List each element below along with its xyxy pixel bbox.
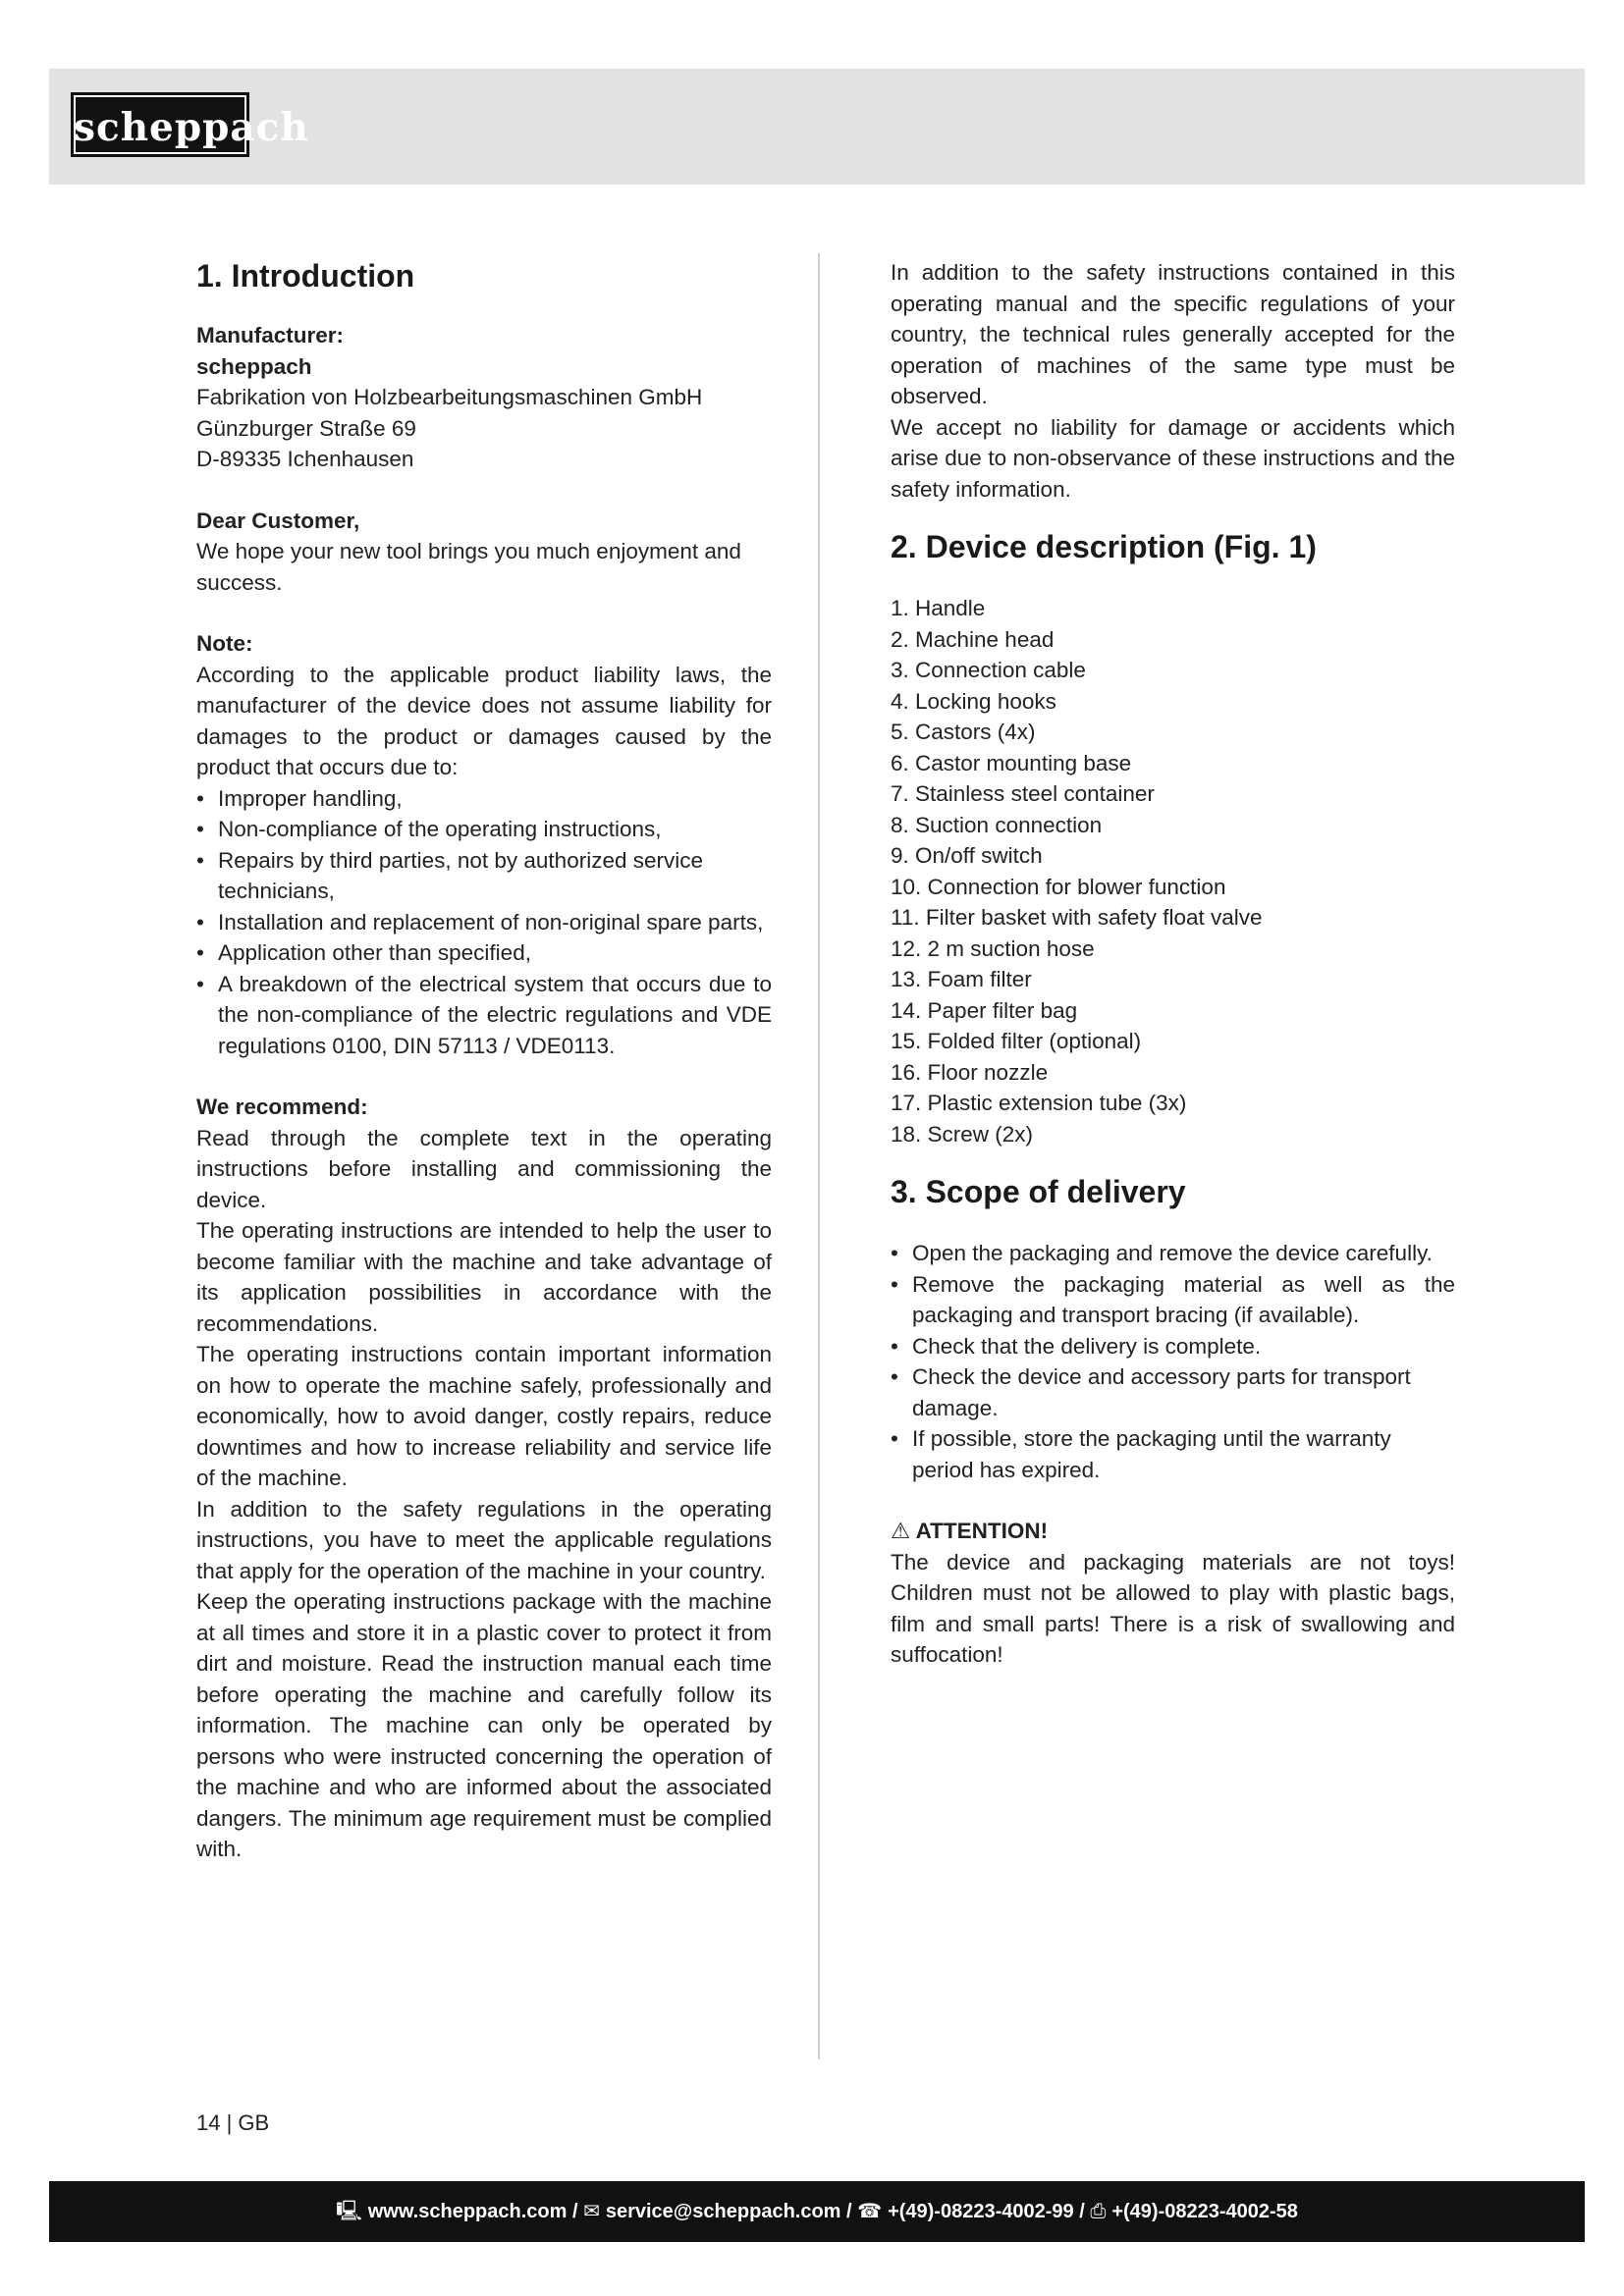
manufacturer-name: scheppach	[196, 353, 312, 379]
dear-customer-text: We hope your new tool brings you much enjoyment and success.	[196, 539, 741, 595]
page-number: 14 | GB	[196, 2110, 270, 2135]
list-item: 15. Folded filter (optional)	[891, 1029, 1142, 1053]
envelope-icon: ✉	[583, 2201, 600, 2222]
list-item: 13. Foam filter	[891, 967, 1032, 991]
list-item: 16. Floor nozzle	[891, 1059, 1049, 1085]
address-line: Günzburger Straße 69	[196, 415, 416, 441]
list-item: • Repairs by third parties, not by authorized service technicians,	[196, 845, 772, 907]
list-item: • A breakdown of the electrical system that occurs due to the non-compliance of the electric regulations and VDE regulations 0100, DIN 57113 / VDE0113.	[196, 969, 772, 1062]
list-item: 7. Stainless steel container	[891, 781, 1155, 806]
list-item: 17. Plastic extension tube (3x)	[891, 1091, 1187, 1115]
list-item: 12. 2 m suction hose	[891, 935, 1095, 961]
address-line: Fabrikation von Holzbearbeitungsmaschinen GmbH	[196, 385, 703, 409]
right-column	[891, 257, 1455, 1671]
note-bullet-list	[196, 783, 772, 1062]
list-item: • Application other than specified,	[196, 937, 772, 969]
list-item: 3. Connection cable	[891, 658, 1086, 682]
attention-text: The device and packaging materials are not toys! Children must not be allowed to play with plastic bags, film and small parts! There is a risk of swallowing and suffocation!	[891, 1549, 1455, 1667]
section-title-device-description: 2. Device description (Fig. 1)	[891, 529, 1317, 564]
attention-heading	[891, 1516, 1455, 1547]
list-item: 2. Machine head	[891, 626, 1055, 652]
attention-label: ATTENTION!	[915, 1519, 1049, 1543]
left-column	[196, 257, 772, 1865]
footer-band	[49, 2181, 1585, 2242]
dear-customer-label: Dear Customer,	[196, 507, 360, 533]
recommend-label: We recommend:	[196, 1095, 368, 1119]
intro-paragraph: In addition to the safety instructions contained in this operating manual and the specific regulations of your country, the technical rules generally accepted for the operation of machines of the same type must be observed.	[891, 260, 1455, 408]
header-band	[49, 69, 1585, 185]
list-item: 14. Paper filter bag	[891, 997, 1078, 1023]
footer-email: service@scheppach.com /	[605, 2201, 852, 2222]
footer-phone: +(49)-08223-4002-99 /	[888, 2201, 1085, 2222]
list-item: • Check that the delivery is complete.	[891, 1331, 1455, 1362]
phone-icon: ☎	[857, 2201, 883, 2222]
list-item: • Installation and replacement of non-original spare parts,	[196, 907, 772, 938]
intro-paragraph: We accept no liability for damage or accidents which arise due to non-observance of these instructions and the safety information.	[891, 414, 1455, 502]
computer-icon: 🖳	[336, 2201, 362, 2222]
recommend-paragraph: In addition to the safety regulations in the operating instructions, you have to meet the applicable regulations that apply for the operation of the machine in your country.	[196, 1496, 772, 1583]
list-item: 11. Filter basket with safety float valve	[891, 905, 1263, 930]
manufacturer-label: Manufacturer:	[196, 323, 345, 347]
address-line: D-89335 Ichenhausen	[196, 447, 414, 471]
note-text: According to the applicable product liability laws, the manufacturer of the device does not assume liability for damages to the product or damages caused by the product that occurs due to:	[196, 662, 772, 779]
section-title-introduction: 1. Introduction	[196, 258, 415, 294]
delivery-bullet-list	[891, 1238, 1455, 1485]
list-item: 1. Handle	[891, 596, 986, 620]
list-item: • Improper handling,	[196, 783, 772, 815]
list-item: 10. Connection for blower function	[891, 874, 1226, 899]
list-item: 4. Locking hooks	[891, 688, 1056, 714]
list-item: 5. Castors (4x)	[891, 720, 1036, 744]
list-item: 6. Castor mounting base	[891, 750, 1132, 775]
list-item: • Remove the packaging material as well as the packaging and transport bracing (if available).	[891, 1269, 1455, 1331]
footer-website: www.scheppach.com /	[367, 2201, 578, 2222]
footer-fax: +(49)-08223-4002-58	[1111, 2201, 1298, 2222]
note-label: Note:	[196, 631, 253, 656]
list-item: 18. Screw (2x)	[891, 1121, 1034, 1147]
scheppach-logo: scheppach	[71, 92, 249, 157]
device-parts-list	[891, 593, 1455, 1149]
list-item: • Open the packaging and remove the device carefully.	[891, 1238, 1455, 1269]
recommend-paragraph: The operating instructions are intended to help the user to become familiar with the machine and take advantage of its application possibilities in accordance with the recommendations.	[196, 1218, 772, 1336]
warning-triangle-icon: ⚠	[891, 1519, 916, 1543]
list-item: • Non-compliance of the operating instructions,	[196, 814, 772, 845]
recommend-paragraph: Read through the complete text in the operating instructions before installing and commissioning the device.	[196, 1125, 772, 1212]
column-divider	[818, 253, 820, 2059]
fax-icon: ⎙	[1090, 2201, 1107, 2222]
list-item: • Check the device and accessory parts for transport damage.	[891, 1362, 1455, 1423]
recommend-paragraph: Keep the operating instructions package with the machine at all times and store it in a plastic cover to protect it from dirt and moisture. Read the instruction manual each time before operating the machine and carefully follow its information. The machine can only be operated by persons who were instructed concerning the operation of the machine and who are informed about the associated dangers. The minimum age requirement must be complied with.	[196, 1589, 772, 1861]
recommend-paragraph: The operating instructions contain important information on how to operate the machine safely, professionally and economically, how to avoid danger, costly repairs, reduce downtimes and how to increase reliability and service life of the machine.	[196, 1342, 772, 1490]
list-item: • If possible, store the packaging until the warranty period has expired.	[891, 1423, 1455, 1485]
list-item: 9. On/off switch	[891, 843, 1043, 868]
section-title-scope-of-delivery: 3. Scope of delivery	[891, 1174, 1186, 1209]
list-item: 8. Suction connection	[891, 812, 1103, 837]
